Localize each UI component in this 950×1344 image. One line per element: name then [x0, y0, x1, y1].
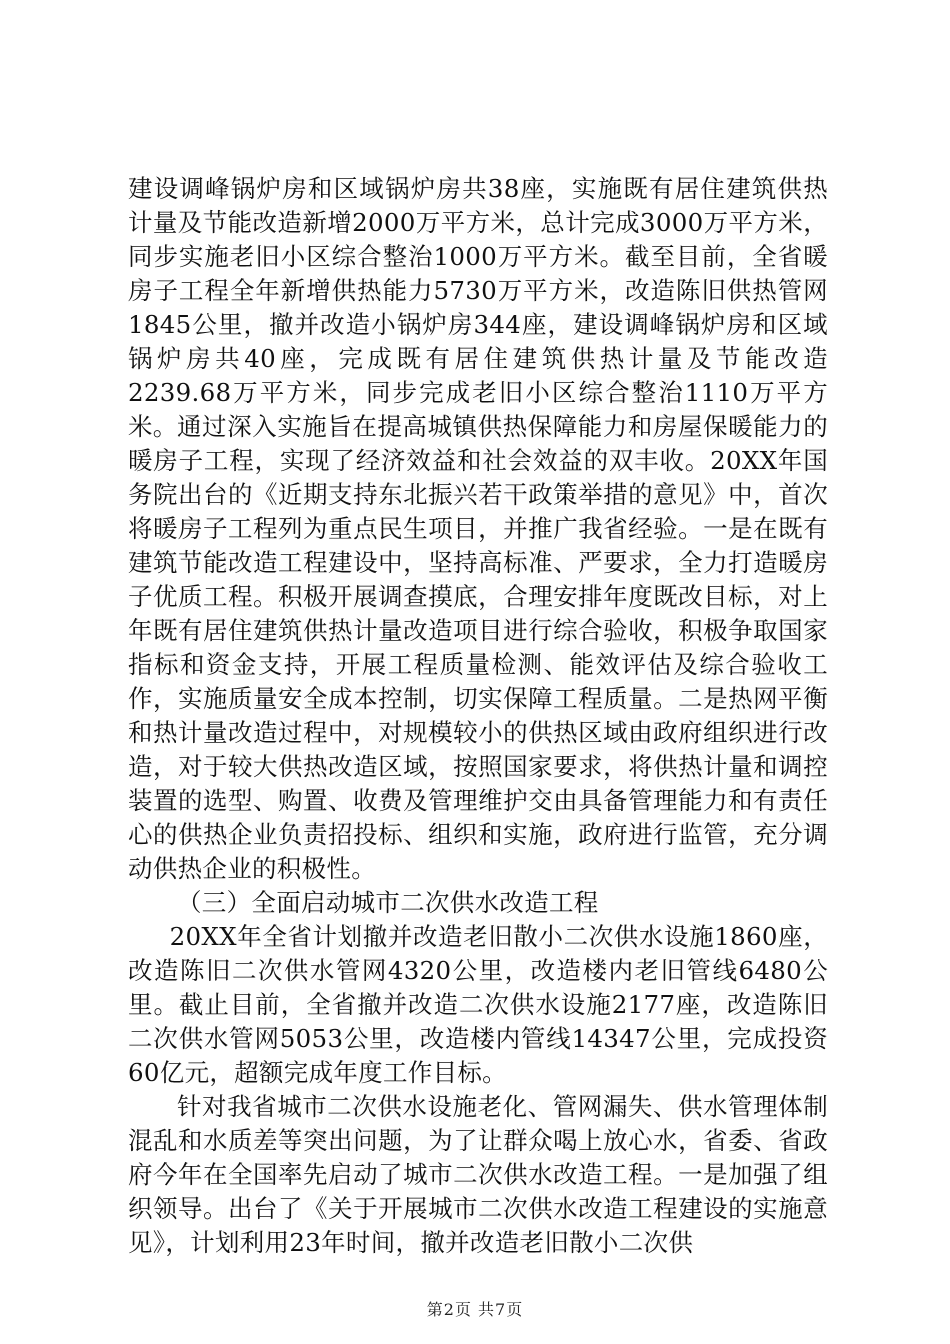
- page-footer: 第2页 共7页: [426, 1300, 524, 1319]
- body-text-main: [128, 410, 828, 1260]
- paragraph-heating-project: 通过深入实施旨在提高城镇供热保障能力和房屋保暖能力的暖房子工程，实现了经济效益和社会效益的双丰收。20XX年国务院出台的《近期支持东北振兴若干政策举措的意见》中，首次将暖房子工程列为重点民生项目，并推广我省经验。一是在既有建筑节能改造工程建设中，坚持高标准、严要求，全力打造暖房子优质工程。积极开展调查摸底，合理安排年度既改目标，对上年既有居住建筑供热计量改造项目进行综合验收，积极争取国家指标和资金支持，开展工程质量检测、能效评估及综合验收工作，实施质量安全成本控制，切实保障工程质量。二是热网平衡和热计量改造过程中，对规模较小的供热区域由政府组织进行改造，对于较大供热改造区域，按照国家要求，将供热计量和调控装置的选型、购置、收费及管理维护交由具备管理能力和有责任心的供热企业负责招投标、组织和实施，政府进行监管，充分调动供热企业的积极性。: [128, 412, 828, 883]
- section-heading: （三）全面启动城市二次供水改造工程: [177, 888, 599, 917]
- body-text-top: [128, 172, 828, 444]
- paragraph-water-supply-stats: 20XX年全省计划撤并改造老旧散小二次供水设施1860座，改造陈旧二次供水管网4320公里，改造楼内老旧管线6480公里。截止目前，全省撤并改造二次供水设施2177座，改造陈旧二次供水管网5053公里，改造楼内管线14347公里，完成投资60亿元，超额完成年度工作目标。: [128, 922, 828, 1087]
- paragraph-continued: 建设调峰锅炉房和区域锅炉房共38座，实施既有居住建筑供热计量及节能改造新增2000万平方米，总计完成3000万平方米，同步实施老旧小区综合整治1000万平方米。截至目前，全省暖房子工程全年新增供热能力5730万平方米，改造陈旧供热管网1845公里，撤并改造小锅炉房344座，建设调峰锅炉房和区域锅炉房共40座，完成既有居住建筑供热计量及节能改造2239.68万平方米，同步完成老旧小区综合整治1110万平方米。: [128, 174, 828, 441]
- paragraph-water-supply-measures: 针对我省城市二次供水设施老化、管网漏失、供水管理体制混乱和水质差等突出问题，为了让群众喝上放心水，省委、省政府今年在全国率先启动了城市二次供水改造工程。一是加强了组织领导。出台了《关于开展城市二次供水改造工程建设的实施意见》，计划利用23年时间，撤并改造老旧散小二次供: [128, 1092, 828, 1257]
